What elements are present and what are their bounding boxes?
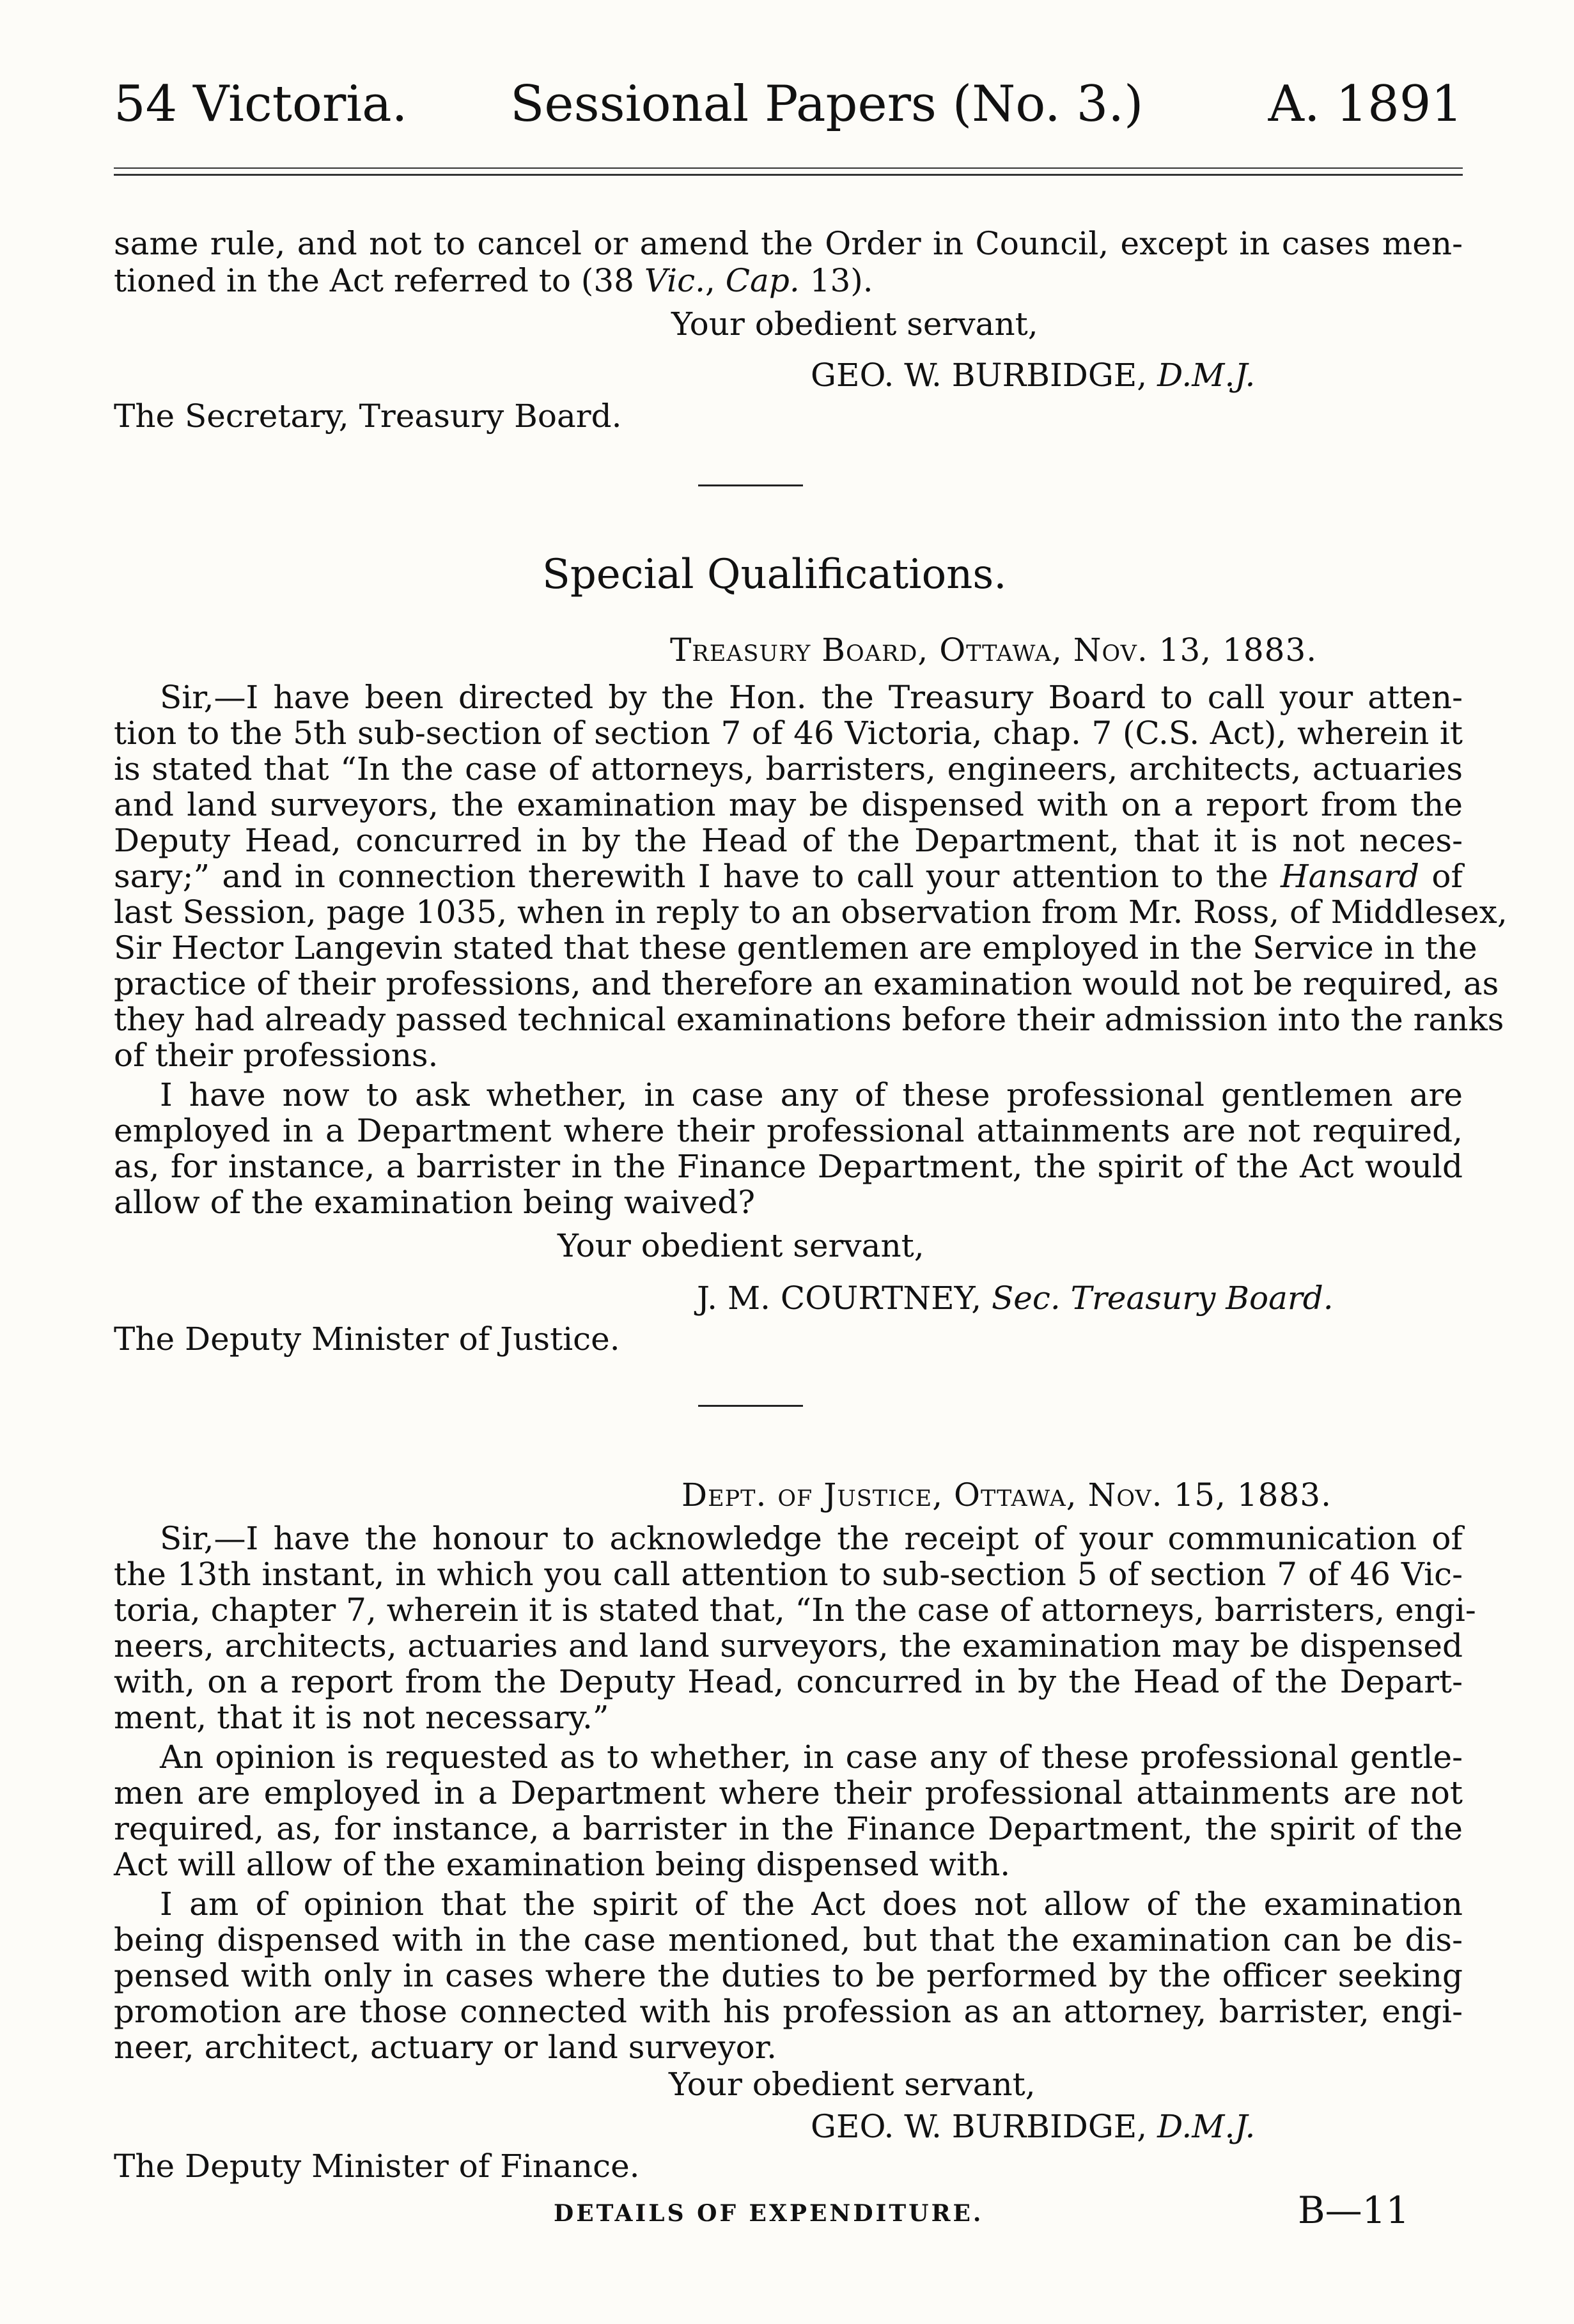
body-line: neers, architects, actuaries and land surveyors, the examination may be dispensed <box>114 1627 1463 1664</box>
reference-separator: , <box>705 262 726 299</box>
continuation-line <box>114 262 873 299</box>
body-line: with, on a report from the Deputy Head, concurred in by the Head of the Depart- <box>114 1663 1463 1700</box>
section-title: Special Qualifications. <box>542 551 1007 598</box>
signature-name: J. M. COURTNEY, <box>697 1280 992 1317</box>
reference-end: 13). <box>799 262 873 299</box>
body-line: promotion are those connected with his profession as an attorney, barrister, engi- <box>114 1993 1463 2030</box>
signature-name: GEO. W. BURBIDGE, <box>811 357 1158 394</box>
body-line: Sir,—I have been directed by the Hon. the Treasury Board to call your atten- <box>160 679 1463 716</box>
signature-title: D.M.J. <box>1157 2108 1256 2145</box>
body-line: Deputy Head, concurred in by the Head of the Department, that it is not neces- <box>114 822 1463 859</box>
separator-rule <box>698 1405 803 1407</box>
body-line <box>114 858 1463 895</box>
body-text: of <box>1419 858 1463 895</box>
body-line: allow of the examination being waived? <box>114 1184 756 1221</box>
body-line: last Session, page 1035, when in reply to an observation from Mr. Ross, of Middlesex, <box>114 894 1508 931</box>
body-line: tion to the 5th sub-section of section 7 of 46 Victoria, chap. 7 (C.S. Act), wherein it <box>114 715 1463 752</box>
header-rule-double <box>114 174 1463 176</box>
body-line: pensed with only in cases where the duties to be performed by the officer seeking <box>114 1957 1463 1994</box>
body-line: ment, that it is not necessary.” <box>114 1699 609 1736</box>
header-rule <box>114 167 1463 169</box>
body-line: men are employed in a Department where their professional attainments are not <box>114 1774 1463 1811</box>
header-left: 54 Victoria. <box>114 75 408 133</box>
footer-label: DETAILS OF EXPENDITURE. <box>554 2200 984 2227</box>
hansard-reference: Hansard <box>1281 858 1420 895</box>
addressee: The Deputy Minister of Justice. <box>114 1321 620 1358</box>
signature-title: Sec. Treasury Board. <box>992 1280 1334 1317</box>
body-line: toria, chapter 7, wherein it is stated that, “In the case of attorneys, barristers, engi- <box>114 1592 1476 1629</box>
closing: Your obedient servant, <box>557 1227 924 1264</box>
header-center: Sessional Papers (No. 3.) <box>510 75 1144 133</box>
body-line: being dispensed with in the case mentioned, but that the examination can be dis- <box>114 1921 1463 1958</box>
closing: Your obedient servant, <box>669 2066 1036 2103</box>
body-line: Act will allow of the examination being dispensed with. <box>114 1846 1011 1883</box>
dateline: Treasury Board, Ottawa, Nov. 13, 1883. <box>670 631 1318 669</box>
signature-name: GEO. W. BURBIDGE, <box>811 2108 1158 2145</box>
separator-rule <box>698 484 803 486</box>
page-folio: B—11 <box>1298 2188 1410 2232</box>
reference-cap: Cap. <box>725 262 800 299</box>
signature-title: D.M.J. <box>1157 357 1256 394</box>
continuation-text: tioned in the Act referred to (38 <box>114 262 644 299</box>
body-line: as, for instance, a barrister in the Finance Department, the spirit of the Act would <box>114 1148 1463 1185</box>
body-line: Sir,—I have the honour to acknowledge the receipt of your communication of <box>160 1520 1463 1557</box>
running-head <box>114 75 1463 146</box>
body-line: An opinion is requested as to whether, in case any of these professional gentle- <box>160 1739 1463 1776</box>
dateline: Dept. of Justice, Ottawa, Nov. 15, 1883. <box>682 1476 1332 1514</box>
body-text: sary;” and in connection therewith I have to call your attention to the <box>114 858 1281 895</box>
body-line: practice of their professions, and therefore an examination would not be required, as <box>114 965 1499 1002</box>
body-line: they had already passed technical examinations before their admission into the ranks <box>114 1001 1504 1038</box>
body-line: I have now to ask whether, in case any of these professional gentlemen are <box>160 1076 1463 1113</box>
body-line: neer, architect, actuary or land surveyor. <box>114 2029 777 2066</box>
body-line: I am of opinion that the spirit of the Act does not allow of the examination <box>160 1886 1463 1923</box>
body-line: of their professions. <box>114 1037 439 1074</box>
closing: Your obedient servant, <box>671 306 1038 343</box>
signature <box>811 2108 1255 2145</box>
body-line: required, as, for instance, a barrister in the Finance Department, the spirit of the <box>114 1810 1463 1847</box>
body-line: Sir Hector Langevin stated that these gentlemen are employed in the Service in the <box>114 929 1477 966</box>
body-line: is stated that “In the case of attorneys, barristers, engineers, architects, actuaries <box>114 750 1463 787</box>
reference-vic: Vic. <box>644 262 705 299</box>
header-right: A. 1891 <box>1268 75 1463 133</box>
addressee: The Secretary, Treasury Board. <box>114 398 622 435</box>
body-line: employed in a Department where their professional attainments are not required, <box>114 1112 1463 1149</box>
signature <box>811 357 1255 394</box>
signature <box>697 1280 1334 1317</box>
body-line: the 13th instant, in which you call attention to sub-section 5 of section 7 of 46 Vic- <box>114 1556 1463 1593</box>
addressee: The Deputy Minister of Finance. <box>114 2148 640 2185</box>
body-line: and land surveyors, the examination may be dispensed with on a report from the <box>114 786 1463 823</box>
continuation-line: same rule, and not to cancel or amend the Order in Council, except in cases men- <box>114 225 1463 262</box>
